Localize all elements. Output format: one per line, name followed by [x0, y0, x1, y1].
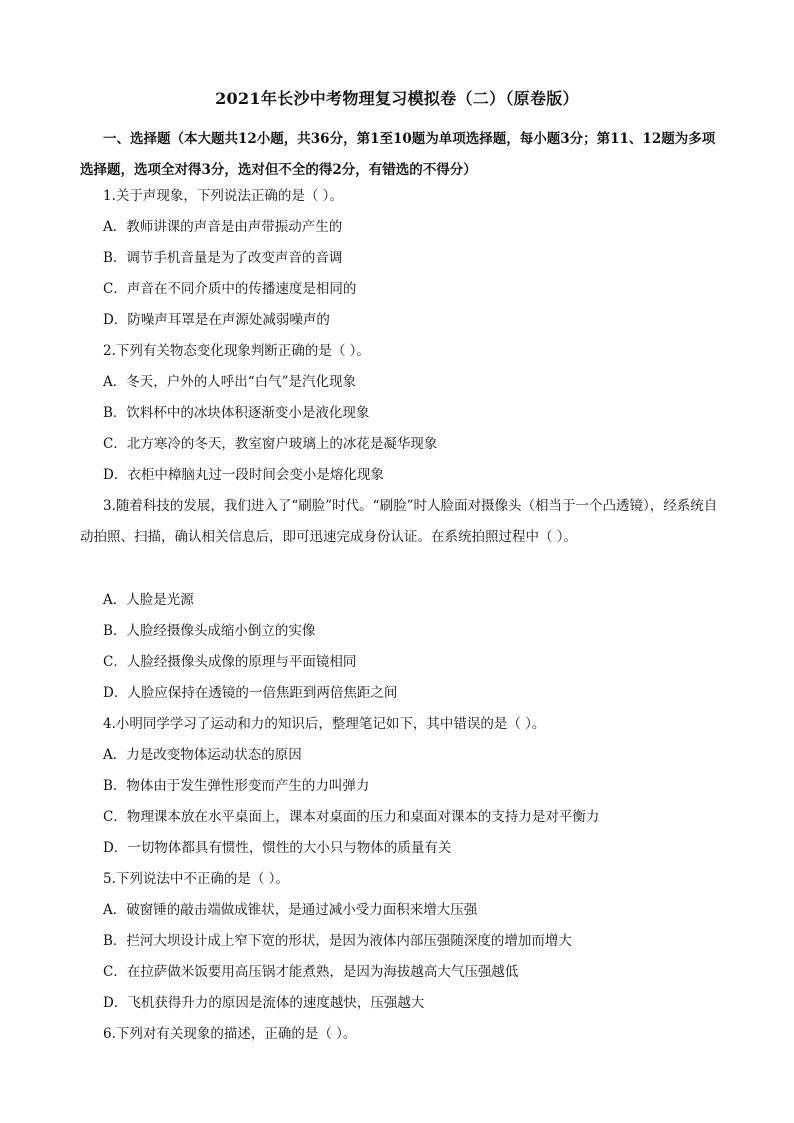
- question-1-option-d: D．防噪声耳罩是在声源处减弱噪声的: [103, 312, 330, 328]
- question-4-option-a: A．力是改变物体运动状态的原因: [103, 747, 302, 763]
- question-3-option-a: A．人脸是光源: [103, 592, 194, 608]
- question-2-stem: 2.下列有关物态变化现象判断正确的是（ ）。: [103, 343, 370, 359]
- question-1-option-c: C．声音在不同介质中的传播速度是相同的: [103, 281, 357, 297]
- question-5-option-b: B．拦河大坝设计成上窄下宽的形状，是因为液体内部压强随深度的增加而增大: [103, 933, 572, 949]
- page-title: 2021年长沙中考物理复习模拟卷（二）（原卷版）: [215, 89, 579, 108]
- question-4-option-d: D．一切物体都具有惯性，惯性的大小只与物体的质量有关: [103, 840, 452, 856]
- question-6-stem: 6.下列对有关现象的描述，正确的是（ ）。: [103, 1026, 357, 1042]
- question-4-stem: 4.小明同学学习了运动和力的知识后，整理笔记如下，其中错误的是（ ）。: [103, 716, 546, 732]
- question-1-option-a: A．教师讲课的声音是由声带振动产生的: [103, 219, 343, 235]
- question-2-option-a: A．冬天，户外的人呼出“白气”是汽化现象: [103, 374, 357, 390]
- question-3-option-b: B．人脸经摄像头成缩小倒立的实像: [103, 623, 316, 639]
- question-2-option-d: D．衣柜中樟脑丸过一段时间会变小是熔化现象: [103, 467, 384, 483]
- question-3-option-d: D．人脸应保持在透镜的一倍焦距到两倍焦距之间: [103, 685, 398, 701]
- question-2-option-b: B．饮料杯中的冰块体积逐渐变小是液化现象: [103, 405, 370, 421]
- question-5-option-c: C．在拉萨做米饭要用高压锅才能煮熟，是因为海拔越高大气压强越低: [103, 964, 519, 980]
- question-3-option-c: C．人脸经摄像头成像的原理与平面镜相同: [103, 654, 357, 670]
- question-2-option-c: C．北方寒冷的冬天，教室窗户玻璃上的冰花是凝华现象: [103, 436, 438, 452]
- question-3-stem: 3.随着科技的发展，我们进入了“刷脸”时代。“刷脸”时人脸面对摄像头（相当于一个凸透镜），经系统自动拍照、扫描，确认相关信息后，即可迅速完成身份认证。在系统拍照过程中（ ）。: [80, 498, 718, 545]
- question-5-option-d: D．飞机获得升力的原因是流体的速度越快，压强越大: [103, 995, 425, 1011]
- section-heading: 一、选择题（本大题共12小题，共36分，第1至10题为单项选择题，每小题3分；第11、12题为多项选择题，选项全对得3分，选对但不全的得2分，有错选的不得分）: [80, 131, 716, 178]
- question-1-option-b: B．调节手机音量是为了改变声音的音调: [103, 250, 343, 266]
- question-1-stem: 1.关于声现象，下列说法正确的是（ ）。: [103, 188, 343, 204]
- question-5-stem: 5.下列说法中不正确的是（ ）。: [103, 871, 289, 887]
- question-4-option-b: B．物体由于发生弹性形变而产生的力叫弹力: [103, 778, 370, 794]
- question-4-option-c: C．物理课本放在水平桌面上，课本对桌面的压力和桌面对课本的支持力是对平衡力: [103, 809, 600, 825]
- question-5-option-a: A．破窗锤的敲击端做成锥状，是通过减小受力面积来增大压强: [103, 902, 478, 918]
